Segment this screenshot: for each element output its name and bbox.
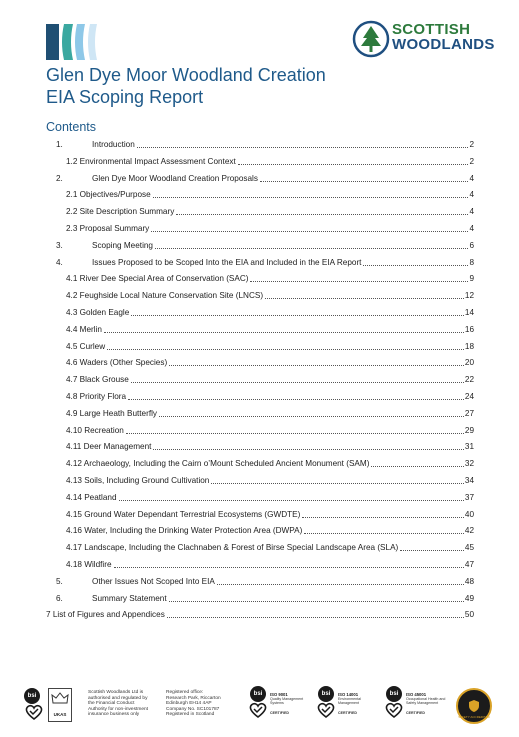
toc-entry-page: 4 <box>469 190 474 200</box>
toc-entry-page: 2 <box>469 156 474 166</box>
toc-entry-number: 6. <box>56 593 63 603</box>
safety-accredited-badge <box>456 688 492 724</box>
toc-entry[interactable] <box>46 457 474 469</box>
toc-entry-title: Introduction <box>92 140 135 149</box>
toc-entry-page: 2 <box>469 140 474 149</box>
toc-entry-page: 22 <box>464 375 474 385</box>
bsi-mark-icon: bsi <box>250 686 266 702</box>
toc-entry-title: 4.13 Soils, Including Ground Cultivation <box>66 476 210 485</box>
toc-entry-title: Glen Dye Moor Woodland Creation Proposals <box>92 173 258 183</box>
office-text-line: Registered office: <box>166 690 204 695</box>
toc-entry-page: 37 <box>464 492 474 502</box>
report-title <box>46 64 326 108</box>
contents-heading: Contents <box>46 120 97 134</box>
toc-entry[interactable] <box>46 440 474 452</box>
toc-dot-leader <box>260 181 468 182</box>
ukas-badge <box>48 688 72 722</box>
toc-entry[interactable] <box>46 155 474 167</box>
iso-standard: ISO 9001 <box>270 692 288 697</box>
report-series-logo-icon <box>46 22 106 62</box>
toc-entry-title: 7 List of Figures and Appendices <box>46 610 165 620</box>
toc-entry-title: 4.7 Black Grouse <box>66 375 129 385</box>
toc-entry-title: 4.14 Peatland <box>66 492 117 502</box>
toc-entry-page: 8 <box>469 257 474 267</box>
toc-entry-title: 4.8 Priority Flora <box>66 392 127 401</box>
toc-entry-page: 14 <box>464 308 474 317</box>
toc-entry-page: 40 <box>464 509 474 519</box>
crown-icon <box>49 689 71 707</box>
toc-entry[interactable] <box>46 424 474 436</box>
toc-entry-title: 2.3 Proposal Summary <box>66 224 150 233</box>
brand-line-2: WOODLANDS <box>392 36 495 53</box>
toc-dot-leader <box>169 365 464 366</box>
toc-entry[interactable] <box>46 289 474 301</box>
toc-entry-page: 29 <box>464 425 474 435</box>
toc-dot-leader <box>155 248 468 249</box>
office-text-line: Company No. SC101787 <box>166 706 220 712</box>
toc-entry[interactable] <box>46 306 474 318</box>
toc-entry-title: 4.5 Curlew <box>66 341 106 351</box>
toc-entry[interactable] <box>46 407 474 419</box>
toc-entry[interactable] <box>46 138 474 150</box>
iso-standard: ISO 14001 <box>338 692 359 697</box>
toc-entry[interactable] <box>46 272 474 284</box>
toc-entry-title: Issues Proposed to be Scoped Into the EIA and Included in the EIA Report <box>92 257 362 267</box>
toc-dot-leader <box>151 231 468 232</box>
toc-entry[interactable] <box>46 508 474 520</box>
heart-tick-icon <box>316 702 336 718</box>
toc-entry-title: Other Issues Not Scoped Into EIA <box>92 576 215 586</box>
toc-entry-page: 6 <box>469 240 474 250</box>
tree-emblem-icon <box>352 20 390 58</box>
toc-entry-number: 4. <box>56 257 63 267</box>
toc-entry-page: 18 <box>464 341 474 351</box>
office-text-line: Registered in Scotland <box>166 712 215 718</box>
toc-dot-leader <box>153 197 469 198</box>
scottish-woodlands-logo <box>352 20 504 60</box>
toc-entry-title: Summary Statement <box>92 593 167 603</box>
office-text-line: Research Park, Riccarton <box>166 695 221 701</box>
toc-dot-leader <box>238 164 469 165</box>
toc-entry-page: 31 <box>464 442 474 452</box>
toc-entry-title: 4.17 Landscape, Including the Clachnaben & Forest of Birse Special Landscape Area (SLA) <box>66 543 399 553</box>
toc-entry[interactable] <box>46 172 474 184</box>
toc-entry-title: 4.11 Deer Management <box>66 442 152 452</box>
toc-entry-page: 50 <box>464 610 474 620</box>
toc-entry[interactable] <box>46 256 474 268</box>
iso-cert-badge <box>384 686 450 722</box>
toc-entry[interactable] <box>46 323 474 335</box>
bsi-mark-icon: bsi <box>318 686 334 702</box>
iso-scope: Occupational Health and Safety Management <box>406 697 446 705</box>
toc-dot-leader <box>153 449 463 450</box>
toc-dot-leader <box>217 584 464 585</box>
toc-entry[interactable] <box>46 239 474 251</box>
toc-entry-page: 16 <box>464 324 474 334</box>
toc-entry-title: 4.12 Archaeology, Including the Cairn o’Mount Scheduled Ancient Monument (SAM) <box>66 459 370 469</box>
toc-entry-page: 4 <box>469 224 474 233</box>
toc-entry-title: 2.2 Site Description Summary <box>66 207 175 217</box>
bsi-mark-icon: bsi <box>24 688 40 704</box>
iso-status: CERTIFIED <box>338 711 357 715</box>
toc-entry-title: 1.2 Environmental Impact Assessment Context <box>66 156 236 166</box>
toc-dot-leader <box>128 399 464 400</box>
toc-entry-title: 2.1 Objectives/Purpose <box>66 190 151 200</box>
toc-entry[interactable] <box>46 541 474 553</box>
toc-entry-title: 4.9 Large Heath Butterfly <box>66 408 158 418</box>
toc-entry[interactable] <box>46 188 474 200</box>
toc-dot-leader <box>363 265 468 266</box>
toc-entry-title: 4.1 River Dee Special Area of Conservation (SAC) <box>66 274 249 284</box>
certification-footer <box>0 684 519 724</box>
toc-entry[interactable] <box>46 608 474 620</box>
regulation-notice <box>88 690 148 718</box>
toc-entry-title: 4.15 Ground Water Dependant Terrestrial Ecosystems (GWDTE) <box>66 509 301 519</box>
toc-dot-leader <box>304 533 464 534</box>
title-line-2: EIA Scoping Report <box>46 87 204 107</box>
toc-entry-page: 42 <box>464 526 474 536</box>
toc-entry[interactable] <box>46 222 474 234</box>
toc-dot-leader <box>104 332 464 333</box>
regulation-text-line: Scottish Woodlands Ltd is <box>88 690 144 695</box>
toc-entry-title: 4.10 Recreation <box>66 425 124 435</box>
toc-entry[interactable] <box>46 390 474 402</box>
toc-entry-page: 49 <box>464 593 474 603</box>
toc-dot-leader <box>176 214 468 215</box>
toc-dot-leader <box>371 466 463 467</box>
toc-dot-leader <box>400 550 464 551</box>
bsi-mark-icon: bsi <box>386 686 402 702</box>
toc-entry-page: 24 <box>464 392 474 401</box>
registered-office <box>166 690 221 718</box>
toc-entry-title: 4.18 Wildfire <box>66 560 112 569</box>
heart-tick-icon <box>24 704 44 720</box>
regulation-text-line: insurance business only <box>88 712 140 718</box>
toc-entry-page: 45 <box>464 543 474 553</box>
toc-entry-page: 20 <box>464 358 474 368</box>
bsi-logo <box>24 688 40 704</box>
iso-standard: ISO 45001 <box>406 692 427 697</box>
toc-entry-title: 4.3 Golden Eagle <box>66 308 130 317</box>
safety-badge-label: SAFETY ACCREDITED <box>458 715 490 719</box>
iso-cert-badge <box>316 686 382 722</box>
toc-dot-leader <box>302 517 464 518</box>
toc-dot-leader <box>265 298 464 299</box>
toc-dot-leader <box>159 416 464 417</box>
toc-entry[interactable] <box>46 558 474 570</box>
toc-entry-number: 2. <box>56 173 63 183</box>
toc-entry[interactable] <box>46 491 474 503</box>
iso-scope: Quality Management Systems <box>270 697 304 705</box>
toc-dot-leader <box>131 315 464 316</box>
toc-dot-leader <box>211 483 464 484</box>
iso-cert-badge <box>248 686 314 722</box>
toc-dot-leader <box>126 433 464 434</box>
shield-icon <box>467 699 481 713</box>
toc-dot-leader <box>114 567 464 568</box>
toc-entry[interactable] <box>46 474 474 486</box>
toc-entry-title: 4.2 Feughside Local Nature Conservation Site (LNCS) <box>66 291 264 301</box>
toc-dot-leader <box>137 147 469 148</box>
iso-status: CERTIFIED <box>270 711 289 715</box>
toc-entry-page: 47 <box>464 560 474 569</box>
toc-entry-page: 4 <box>469 173 474 183</box>
ukas-label: UKAS <box>53 712 67 717</box>
brand-wordmark <box>392 22 495 52</box>
toc-dot-leader <box>131 382 464 383</box>
brand-line-1: SCOTTISH <box>392 21 471 38</box>
title-line-1: Glen Dye Moor Woodland Creation <box>46 65 326 85</box>
toc-dot-leader <box>107 349 464 350</box>
toc-dot-leader <box>169 601 464 602</box>
heart-tick-icon <box>384 702 404 718</box>
heart-tick-icon <box>248 702 268 718</box>
toc-entry-page: 32 <box>464 459 474 469</box>
toc-entry-page: 27 <box>464 408 474 418</box>
toc-entry-number: 5. <box>56 576 63 586</box>
toc-entry-page: 9 <box>469 274 474 284</box>
toc-entry[interactable] <box>46 340 474 352</box>
toc-entry-title: 4.4 Merlin <box>66 324 102 334</box>
toc-entry-number: 1. <box>56 140 63 149</box>
office-text-line: Edinburgh EH14 4AP <box>166 701 212 707</box>
toc-entry-title: Scoping Meeting <box>92 240 153 250</box>
regulation-text-line: the Financial Conduct <box>88 701 135 707</box>
toc-entry[interactable] <box>46 205 474 217</box>
toc-entry[interactable] <box>46 575 474 587</box>
regulation-text-line: authorised and regulated by <box>88 695 148 701</box>
toc-entry[interactable] <box>46 524 474 536</box>
toc-entry[interactable] <box>46 373 474 385</box>
toc-dot-leader <box>119 500 464 501</box>
toc-entry-number: 3. <box>56 240 63 250</box>
toc-dot-leader <box>167 617 464 618</box>
toc-entry-page: 12 <box>464 291 474 301</box>
toc-dot-leader <box>250 281 468 282</box>
toc-entry-title: 4.16 Water, Including the Drinking Water Protection Area (DWPA) <box>66 526 303 536</box>
toc-entry[interactable] <box>46 592 474 604</box>
regulation-text-line: Authority for non-investment <box>88 706 148 712</box>
toc-entry-page: 34 <box>464 476 474 485</box>
toc-entry[interactable] <box>46 356 474 368</box>
toc-entry-title: 4.6 Waders (Other Species) <box>66 358 168 368</box>
toc-entry-page: 4 <box>469 207 474 217</box>
iso-status: CERTIFIED <box>406 711 425 715</box>
iso-scope: Environmental Management <box>338 697 361 705</box>
toc-entry-page: 48 <box>464 576 474 586</box>
